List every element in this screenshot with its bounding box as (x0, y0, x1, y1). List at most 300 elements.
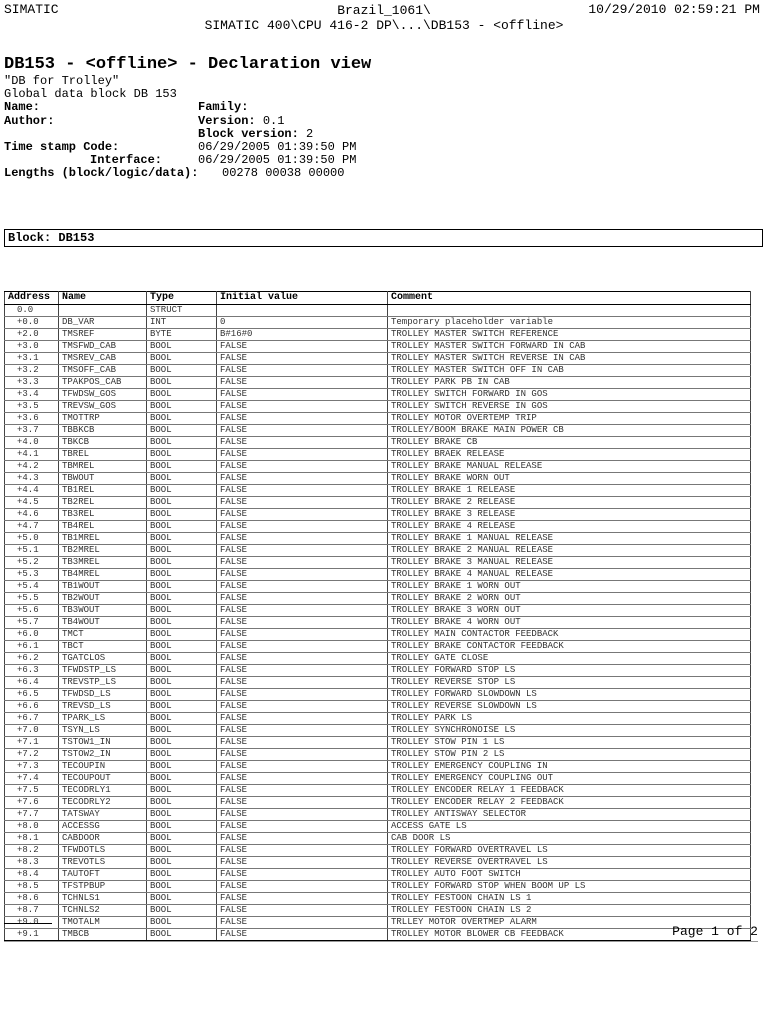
table-row (5, 725, 751, 737)
cell-type: BOOL (147, 353, 217, 365)
cell-type: BOOL (147, 629, 217, 641)
cell-address: +5.2 (5, 557, 59, 569)
cell-address: +7.6 (5, 797, 59, 809)
cell-comment: TROLLEY BRAKE 2 RELEASE (388, 497, 751, 509)
table-row (5, 377, 751, 389)
cell-type: BYTE (147, 329, 217, 341)
cell-name: TCHNLS2 (59, 905, 147, 917)
table-row (5, 581, 751, 593)
cell-name: TBBKCB (59, 425, 147, 437)
cell-type: INT (147, 317, 217, 329)
cell-type: BOOL (147, 389, 217, 401)
cell-name: TREVSTP_LS (59, 677, 147, 689)
cell-comment: TROLLEY REVERSE STOP LS (388, 677, 751, 689)
cell-initial-value: FALSE (217, 761, 388, 773)
cell-initial-value: FALSE (217, 833, 388, 845)
cell-name: TMBCB (59, 929, 147, 941)
cell-initial-value: FALSE (217, 557, 388, 569)
cell-initial-value (217, 305, 388, 317)
cell-name: TSTOW1_IN (59, 737, 147, 749)
author-row (4, 113, 285, 128)
page-number: Page 1 of 2 (672, 924, 758, 939)
cell-comment: TROLLEY EMERGENCY COUPLING IN (388, 761, 751, 773)
cell-address: +3.4 (5, 389, 59, 401)
cell-initial-value: FALSE (217, 773, 388, 785)
cell-initial-value: FALSE (217, 905, 388, 917)
version-label: Version: (198, 113, 256, 128)
cell-initial-value: FALSE (217, 449, 388, 461)
cell-address: +5.4 (5, 581, 59, 593)
cell-name: TECOUPIN (59, 761, 147, 773)
cell-type: BOOL (147, 497, 217, 509)
cell-initial-value: FALSE (217, 521, 388, 533)
cell-address: +3.1 (5, 353, 59, 365)
cell-address: +4.5 (5, 497, 59, 509)
cell-address: +6.2 (5, 653, 59, 665)
cell-initial-value: FALSE (217, 569, 388, 581)
column-header-type: Type (147, 292, 217, 305)
cell-name: TMSOFF_CAB (59, 365, 147, 377)
cell-name: TMSREF (59, 329, 147, 341)
cell-name: TB1REL (59, 485, 147, 497)
cell-address: +4.6 (5, 509, 59, 521)
cell-name: TFWDSTP_LS (59, 665, 147, 677)
cell-address: +5.5 (5, 593, 59, 605)
cell-name: TBKCB (59, 437, 147, 449)
footer-short-rule (4, 923, 52, 924)
cell-name: ACCESSG (59, 821, 147, 833)
cell-initial-value: FALSE (217, 689, 388, 701)
interface-label: Interface: (90, 153, 163, 168)
table-row (5, 761, 751, 773)
cell-type: BOOL (147, 809, 217, 821)
cell-comment: TROLLEY FORWARD STOP WHEN BOOM UP LS (388, 881, 751, 893)
version-value: 0.1 (262, 113, 285, 128)
cell-address: +9.1 (5, 929, 59, 941)
cell-name: TFSTPBUP (59, 881, 147, 893)
cell-type: BOOL (147, 893, 217, 905)
table-row (5, 593, 751, 605)
cell-comment: TROLLEY PARK PB IN CAB (388, 377, 751, 389)
cell-initial-value: FALSE (217, 473, 388, 485)
cell-type: BOOL (147, 833, 217, 845)
cell-type: BOOL (147, 509, 217, 521)
table-row (5, 749, 751, 761)
table-header-row (5, 292, 751, 305)
table-row (5, 473, 751, 485)
cell-type: BOOL (147, 869, 217, 881)
cell-type: BOOL (147, 425, 217, 437)
cell-initial-value: FALSE (217, 401, 388, 413)
cell-initial-value: FALSE (217, 869, 388, 881)
cell-name: TMOTALM (59, 917, 147, 929)
table-row (5, 617, 751, 629)
cell-initial-value: FALSE (217, 809, 388, 821)
cell-comment: TROLLEY FORWARD STOP LS (388, 665, 751, 677)
table-row (5, 569, 751, 581)
cell-comment: TROLLEY BRAKE 1 RELEASE (388, 485, 751, 497)
table-row (5, 809, 751, 821)
cell-address: +3.2 (5, 365, 59, 377)
cell-address: +5.0 (5, 533, 59, 545)
cell-initial-value: FALSE (217, 929, 388, 941)
cell-name: TECODRLY1 (59, 785, 147, 797)
table-row (5, 329, 751, 341)
cell-initial-value: FALSE (217, 653, 388, 665)
cell-name: TMCT (59, 629, 147, 641)
cell-address: +8.2 (5, 845, 59, 857)
cell-comment: ACCESS GATE LS (388, 821, 751, 833)
block-version-value: 2 (306, 126, 314, 141)
cell-name: TBREL (59, 449, 147, 461)
table-row (5, 629, 751, 641)
cell-type: BOOL (147, 569, 217, 581)
cell-comment: TROLLEY BRAKE 1 WORN OUT (388, 581, 751, 593)
cell-comment: TROLLEY MASTER SWITCH OFF IN CAB (388, 365, 751, 377)
table-row (5, 401, 751, 413)
header-app-name: SIMATIC (4, 2, 59, 17)
cell-comment: TROLLEY BRAKE 3 WORN OUT (388, 605, 751, 617)
cell-type: BOOL (147, 677, 217, 689)
table-row (5, 701, 751, 713)
table-row (5, 869, 751, 881)
table-row (5, 497, 751, 509)
cell-comment: TROLLEY GATE CLOSE (388, 653, 751, 665)
cell-name: TB2WOUT (59, 593, 147, 605)
cell-initial-value: FALSE (217, 365, 388, 377)
cell-address: +8.7 (5, 905, 59, 917)
cell-comment: TROLLEY REVERSE SLOWDOWN LS (388, 701, 751, 713)
cell-comment: TROLLEY BRAKE 4 RELEASE (388, 521, 751, 533)
cell-initial-value: 0 (217, 317, 388, 329)
cell-comment (388, 305, 751, 317)
table-row (5, 533, 751, 545)
cell-type: BOOL (147, 713, 217, 725)
cell-type: BOOL (147, 905, 217, 917)
cell-name: TGATCLOS (59, 653, 147, 665)
cell-comment: TROLLEY FESTOON CHAIN LS 2 (388, 905, 751, 917)
cell-initial-value: FALSE (217, 509, 388, 521)
cell-initial-value: FALSE (217, 749, 388, 761)
cell-initial-value: FALSE (217, 641, 388, 653)
cell-comment: TROLLEY FORWARD SLOWDOWN LS (388, 689, 751, 701)
cell-address: +7.7 (5, 809, 59, 821)
cell-type: BOOL (147, 365, 217, 377)
cell-type: BOOL (147, 845, 217, 857)
cell-type: BOOL (147, 749, 217, 761)
table-row (5, 509, 751, 521)
cell-name: TREVSW_GOS (59, 401, 147, 413)
declaration-table (4, 291, 751, 941)
cell-type: BOOL (147, 521, 217, 533)
cell-comment: TROLLEY SWITCH FORWARD IN GOS (388, 389, 751, 401)
cell-address: 0.0 (5, 305, 59, 317)
cell-comment: TROLLEY BRAKE 2 WORN OUT (388, 593, 751, 605)
cell-comment: TROLLEY BRAKE CONTACTOR FEEDBACK (388, 641, 751, 653)
cell-address: +7.3 (5, 761, 59, 773)
cell-address: +4.4 (5, 485, 59, 497)
table-row (5, 353, 751, 365)
cell-type: BOOL (147, 737, 217, 749)
table-row (5, 461, 751, 473)
table-row (5, 605, 751, 617)
cell-comment: TROLLEY STOW PIN 1 LS (388, 737, 751, 749)
cell-type: BOOL (147, 785, 217, 797)
cell-name: TB3REL (59, 509, 147, 521)
cell-type: BOOL (147, 449, 217, 461)
cell-type: BOOL (147, 929, 217, 941)
cell-address: +6.6 (5, 701, 59, 713)
table-row (5, 917, 751, 929)
cell-name: TBMREL (59, 461, 147, 473)
table-row (5, 365, 751, 377)
table-row (5, 317, 751, 329)
cell-comment: Temporary placeholder variable (388, 317, 751, 329)
cell-address: +8.5 (5, 881, 59, 893)
cell-name: TPAKPOS_CAB (59, 377, 147, 389)
cell-name: TSTOW2_IN (59, 749, 147, 761)
cell-name: TFWDSD_LS (59, 689, 147, 701)
cell-address: +4.3 (5, 473, 59, 485)
cell-initial-value: FALSE (217, 677, 388, 689)
cell-name: TB4REL (59, 521, 147, 533)
cell-comment: TROLLEY BRAKE 3 MANUAL RELEASE (388, 557, 751, 569)
cell-type: BOOL (147, 857, 217, 869)
cell-comment: TROLLEY MASTER SWITCH REFERENCE (388, 329, 751, 341)
cell-comment: TROLLEY SWITCH REVERSE IN GOS (388, 401, 751, 413)
table-row (5, 881, 751, 893)
cell-address: +3.3 (5, 377, 59, 389)
cell-comment: TROLLEY BRAKE 1 MANUAL RELEASE (388, 533, 751, 545)
cell-comment: TROLLEY ENCODER RELAY 2 FEEDBACK (388, 797, 751, 809)
cell-initial-value: FALSE (217, 593, 388, 605)
cell-initial-value: FALSE (217, 893, 388, 905)
table-row (5, 677, 751, 689)
cell-name: TREVSD_LS (59, 701, 147, 713)
table-row (5, 437, 751, 449)
cell-type: BOOL (147, 881, 217, 893)
lengths-value: 00278 00038 00000 (222, 166, 345, 181)
cell-initial-value: FALSE (217, 413, 388, 425)
cell-initial-value: FALSE (217, 701, 388, 713)
cell-address: +8.4 (5, 869, 59, 881)
cell-initial-value: FALSE (217, 581, 388, 593)
cell-name: DB_VAR (59, 317, 147, 329)
cell-initial-value: FALSE (217, 497, 388, 509)
block-label-box: Block: DB153 (4, 229, 763, 247)
cell-comment: TROLLEY BRAKE CB (388, 437, 751, 449)
cell-type: BOOL (147, 377, 217, 389)
cell-address: +6.3 (5, 665, 59, 677)
cell-initial-value: FALSE (217, 725, 388, 737)
cell-name: TMSFWD_CAB (59, 341, 147, 353)
cell-comment: TROLLEY AUTO FOOT SWITCH (388, 869, 751, 881)
cell-address: +0.0 (5, 317, 59, 329)
block-subtitle: Global data block DB 153 (4, 87, 177, 102)
cell-initial-value: FALSE (217, 485, 388, 497)
cell-address: +6.4 (5, 677, 59, 689)
cell-comment: TROLLEY MOTOR BLOWER CB FEEDBACK (388, 929, 751, 941)
table-row (5, 425, 751, 437)
cell-type: BOOL (147, 605, 217, 617)
cell-name (59, 305, 147, 317)
cell-type: BOOL (147, 401, 217, 413)
table-row (5, 845, 751, 857)
cell-comment: TROLLEY EMERGENCY COUPLING OUT (388, 773, 751, 785)
cell-type: BOOL (147, 437, 217, 449)
cell-name: TB4WOUT (59, 617, 147, 629)
table-row (5, 341, 751, 353)
table-row (5, 833, 751, 845)
cell-name: TFWDSW_GOS (59, 389, 147, 401)
cell-initial-value: FALSE (217, 425, 388, 437)
cell-type: BOOL (147, 761, 217, 773)
cell-name: TB2REL (59, 497, 147, 509)
cell-type: BOOL (147, 653, 217, 665)
interface-value: 06/29/2005 01:39:50 PM (198, 153, 357, 168)
block-description: "DB for Trolley" (4, 74, 120, 88)
cell-type: BOOL (147, 689, 217, 701)
cell-type: BOOL (147, 413, 217, 425)
cell-initial-value: FALSE (217, 353, 388, 365)
cell-address: +9.0 (5, 917, 59, 929)
table-row (5, 857, 751, 869)
cell-address: +3.5 (5, 401, 59, 413)
cell-name: TCHNLS1 (59, 893, 147, 905)
cell-initial-value: FALSE (217, 437, 388, 449)
table-row (5, 305, 751, 317)
cell-initial-value: FALSE (217, 713, 388, 725)
column-header-name: Name (59, 292, 147, 305)
column-header-address: Address (5, 292, 59, 305)
cell-type: BOOL (147, 593, 217, 605)
cell-type: BOOL (147, 725, 217, 737)
table-row (5, 905, 751, 917)
cell-initial-value: FALSE (217, 881, 388, 893)
cell-comment: TRLLEY MOTOR OVERTMEP ALARM (388, 917, 751, 929)
table-row (5, 713, 751, 725)
table-body (5, 305, 751, 941)
cell-name: TPARK_LS (59, 713, 147, 725)
cell-initial-value: FALSE (217, 917, 388, 929)
cell-initial-value: FALSE (217, 845, 388, 857)
cell-type: BOOL (147, 485, 217, 497)
cell-name: TB1WOUT (59, 581, 147, 593)
cell-type: BOOL (147, 557, 217, 569)
cell-comment: TROLLEY SYNCHRONOISE LS (388, 725, 751, 737)
cell-initial-value: FALSE (217, 341, 388, 353)
cell-initial-value: FALSE (217, 797, 388, 809)
cell-type: BOOL (147, 665, 217, 677)
table-row (5, 785, 751, 797)
table-row (5, 449, 751, 461)
table-row (5, 689, 751, 701)
cell-name: TATSWAY (59, 809, 147, 821)
cell-address: +5.3 (5, 569, 59, 581)
cell-address: +6.1 (5, 641, 59, 653)
table-row (5, 485, 751, 497)
cell-address: +5.7 (5, 617, 59, 629)
cell-comment: TROLLEY BRAKE 4 MANUAL RELEASE (388, 569, 751, 581)
block-version-label: Block version: (198, 126, 299, 141)
cell-initial-value: FALSE (217, 785, 388, 797)
cell-comment: TROLLEY FESTOON CHAIN LS 1 (388, 893, 751, 905)
cell-address: +7.2 (5, 749, 59, 761)
lengths-row (4, 166, 345, 181)
cell-address: +5.1 (5, 545, 59, 557)
cell-comment: TROLLEY/BOOM BRAKE MAIN POWER CB (388, 425, 751, 437)
cell-comment: TROLLEY MOTOR OVERTEMP TRIP (388, 413, 751, 425)
cell-type: BOOL (147, 917, 217, 929)
cell-name: TFWDOTLS (59, 845, 147, 857)
cell-name: TREVOTLS (59, 857, 147, 869)
cell-type: BOOL (147, 461, 217, 473)
cell-initial-value: B#16#0 (217, 329, 388, 341)
cell-initial-value: FALSE (217, 665, 388, 677)
cell-name: TSYN_LS (59, 725, 147, 737)
cell-type: BOOL (147, 821, 217, 833)
footer-rule (4, 941, 758, 942)
cell-type: BOOL (147, 581, 217, 593)
cell-address: +3.0 (5, 341, 59, 353)
cell-initial-value: FALSE (217, 857, 388, 869)
cell-name: TB3MREL (59, 557, 147, 569)
table-row (5, 773, 751, 785)
header-block-path: SIMATIC 400\CPU 416-2 DP\...\DB153 - <offline> (204, 18, 564, 33)
cell-address: +8.0 (5, 821, 59, 833)
cell-name: TAUTOFT (59, 869, 147, 881)
cell-initial-value: FALSE (217, 545, 388, 557)
cell-address: +3.7 (5, 425, 59, 437)
column-header-comment: Comment (388, 292, 751, 305)
cell-comment: TROLLEY MASTER SWITCH REVERSE IN CAB (388, 353, 751, 365)
cell-initial-value: FALSE (217, 389, 388, 401)
cell-address: +7.1 (5, 737, 59, 749)
cell-name: TBCT (59, 641, 147, 653)
cell-type: BOOL (147, 341, 217, 353)
cell-type: BOOL (147, 545, 217, 557)
cell-address: +4.0 (5, 437, 59, 449)
cell-comment: TROLLEY MASTER SWITCH FORWARD IN CAB (388, 341, 751, 353)
cell-address: +6.0 (5, 629, 59, 641)
header-datetime: 10/29/2010 02:59:21 PM (588, 2, 760, 17)
cell-initial-value: FALSE (217, 377, 388, 389)
cell-name: TMOTTRP (59, 413, 147, 425)
cell-address: +8.1 (5, 833, 59, 845)
cell-comment: TROLLEY ANTISWAY SELECTOR (388, 809, 751, 821)
cell-type: BOOL (147, 533, 217, 545)
cell-address: +7.5 (5, 785, 59, 797)
cell-type: BOOL (147, 797, 217, 809)
cell-address: +6.7 (5, 713, 59, 725)
cell-initial-value: FALSE (217, 737, 388, 749)
table-row (5, 893, 751, 905)
table-row (5, 665, 751, 677)
cell-comment: TROLLEY STOW PIN 2 LS (388, 749, 751, 761)
table-row (5, 413, 751, 425)
cell-address: +7.4 (5, 773, 59, 785)
cell-comment: TROLLEY BRAEK RELEASE (388, 449, 751, 461)
cell-name: TB1MREL (59, 533, 147, 545)
cell-address: +5.6 (5, 605, 59, 617)
cell-comment: TROLLEY BRAKE 2 MANUAL RELEASE (388, 545, 751, 557)
page-title: DB153 - <offline> - Declaration view (4, 55, 372, 74)
lengths-label: Lengths (block/logic/data): (4, 166, 199, 181)
cell-comment: TROLLEY BRAKE 3 RELEASE (388, 509, 751, 521)
timestamp-label: Time stamp Code: (4, 139, 120, 154)
cell-address: +8.6 (5, 893, 59, 905)
cell-comment: TROLLEY MAIN CONTACTOR FEEDBACK (388, 629, 751, 641)
